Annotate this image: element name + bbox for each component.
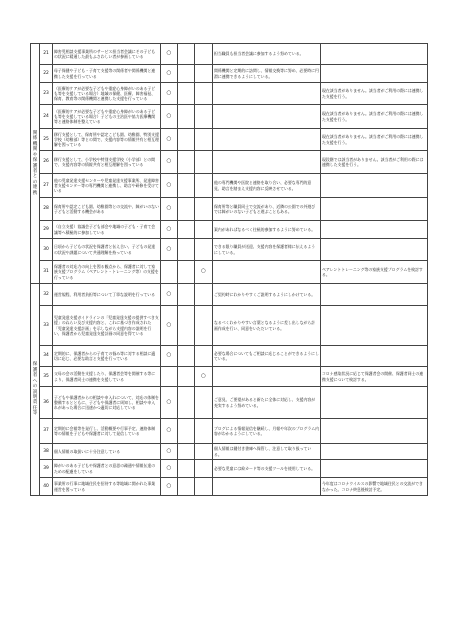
- unknown-mark: [195, 151, 213, 174]
- unknown-mark: [195, 65, 213, 83]
- item-text: 母子保健や子ども・子育て支援等の関係者や関係機関と連携した支援を行っている: [53, 65, 161, 83]
- unknown-mark: [195, 221, 213, 239]
- improvement-note: 他の専門機関や医院と連絡を取り合い、必要な専門的意見、助言を踏まえ支援内容に反映させている。: [213, 174, 321, 198]
- no-mark: [178, 198, 195, 221]
- item-number: 28: [40, 198, 53, 221]
- category-label: 保 護 者 へ の 説 明 責 任 等: [31, 284, 40, 496]
- no-mark: [178, 44, 195, 65]
- item-number: 31: [40, 261, 53, 284]
- item-number: 38: [40, 444, 53, 460]
- yes-mark: ○: [161, 444, 178, 460]
- yes-mark: ○: [161, 419, 178, 444]
- comment-note: [321, 221, 428, 239]
- item-text: 移行支援として、小学校や特別支援学校（小学部）との間で、支援内容等の情報共有と相互理解を図っている: [53, 151, 161, 174]
- no-mark: [178, 221, 195, 239]
- table-row: [31, 239, 428, 261]
- comment-note: [321, 346, 428, 367]
- table-row: [31, 387, 428, 419]
- improvement-note: [213, 105, 321, 129]
- unknown-mark: [195, 444, 213, 460]
- item-number: 36: [40, 387, 53, 419]
- yes-mark: ○: [161, 44, 178, 65]
- item-text: 保育所や認定こども園、幼稚園等との交流や、障がいのない子どもと活動する機会がある: [53, 198, 161, 221]
- unknown-mark: [195, 306, 213, 346]
- table-row: [31, 284, 428, 306]
- no-mark: [178, 65, 195, 83]
- no-mark: [178, 346, 195, 367]
- yes-mark: ○: [161, 239, 178, 261]
- unknown-mark: ○: [195, 261, 213, 284]
- no-mark: [178, 151, 195, 174]
- table-row: [31, 105, 428, 129]
- table-row: [31, 83, 428, 105]
- comment-note: [321, 387, 428, 419]
- yes-mark: ○: [161, 346, 178, 367]
- item-text: 個人情報の取扱いに十分注意している: [53, 444, 161, 460]
- yes-mark: ○: [161, 306, 178, 346]
- improvement-note: 関係機関と定期的に訪問し、情報交換等に努め、必要時に円滑に連携できるようにしている。: [213, 65, 321, 83]
- item-text: 日頃から子どもの状況を保護者と伝え合い、子どもの発達の状況や課題について共通理解を持っている: [53, 239, 161, 261]
- yes-mark: ○: [161, 198, 178, 221]
- table-row: [31, 367, 428, 387]
- table-row: [31, 174, 428, 198]
- comment-note: [321, 419, 428, 444]
- yes-mark: ○: [161, 478, 178, 496]
- improvement-note: [213, 261, 321, 284]
- improvement-note: 必要な児童には絵カード等の支援ツールを使用している。: [213, 460, 321, 478]
- evaluation-sheet: [30, 43, 427, 496]
- item-text: 事業所の行事に地域住民を招待する等地域に開かれた事業運営を図っている: [53, 478, 161, 496]
- improvement-note: 個人情報は鍵付き書庫へ保管し、注意して取り扱っている。: [213, 444, 321, 460]
- improvement-note: 案内があればなるべく往極的参加するように努めている。: [213, 221, 321, 239]
- comment-note: 現在該当者がありません。該当者がご利用の際には連携した支援を行う。: [321, 129, 428, 151]
- table-row: [31, 198, 428, 221]
- no-mark: [178, 261, 195, 284]
- comment-note: [321, 444, 428, 460]
- no-mark: [178, 460, 195, 478]
- comment-note: [321, 284, 428, 306]
- table-row: [31, 419, 428, 444]
- table-row: [31, 346, 428, 367]
- unknown-mark: [195, 284, 213, 306]
- item-number: 33: [40, 306, 53, 346]
- no-mark: [178, 83, 195, 105]
- unknown-mark: [195, 105, 213, 129]
- unknown-mark: [195, 478, 213, 496]
- table-row: [31, 261, 428, 284]
- comment-note: 現在該当者がありません。該当者がご利用の際には連携した支援を行う。: [321, 83, 428, 105]
- table-row: [31, 306, 428, 346]
- improvement-note: なるべくわかりやすい言葉となるように差し出しながら計画作成を行い、同意をいただいている。: [213, 306, 321, 346]
- item-number: 22: [40, 65, 53, 83]
- item-number: 29: [40, 221, 53, 239]
- item-text: 障害児相談支援事業所のサービス担当者会議にその子どもの状況に精通した最もふさわしい者が参画している: [53, 44, 161, 65]
- table-row: [31, 478, 428, 496]
- item-text: （医療的ケアが必要な子どもや重症心身障がいのある子ども等を支援している場合）子どもの主治医や協力医療機関等と連絡体制を整えている: [53, 105, 161, 129]
- no-mark: [178, 239, 195, 261]
- comment-note: コロナ感染状況に応じて保護者会の開催、保護者同士の連携支援について検討する。: [321, 367, 428, 387]
- comment-note: [321, 198, 428, 221]
- item-number: 24: [40, 105, 53, 129]
- unknown-mark: [195, 460, 213, 478]
- improvement-note: [213, 151, 321, 174]
- yes-mark: [161, 261, 178, 284]
- table-row: [31, 44, 428, 65]
- item-number: 39: [40, 460, 53, 478]
- no-mark: [178, 444, 195, 460]
- improvement-note: [213, 129, 321, 151]
- item-number: 21: [40, 44, 53, 65]
- yes-mark: ○: [161, 65, 178, 83]
- item-number: 26: [40, 151, 53, 174]
- yes-mark: ○: [161, 151, 178, 174]
- table-row: [31, 129, 428, 151]
- item-text: 障がいのある子どもや保護者との意思の疎通や情報伝達のための配慮をしている: [53, 460, 161, 478]
- comment-note: [321, 239, 428, 261]
- category-label: 関 係 機 関 や 保 護 者 と の 連 携: [31, 44, 40, 284]
- comment-note: ペアレントトレーニング等の家族支援プログラムを検討する。: [321, 261, 428, 284]
- unknown-mark: [195, 44, 213, 65]
- item-text: 定期的に、保護者からの子育ての悩み等に対する相談に適切に応じ、必要な助言と支援を行っている: [53, 346, 161, 367]
- item-number: 32: [40, 284, 53, 306]
- unknown-mark: [195, 419, 213, 444]
- unknown-mark: [195, 346, 213, 367]
- item-number: 25: [40, 129, 53, 151]
- comment-note: [321, 44, 428, 65]
- comment-note: 現段階では該当者がありません。該当者がご利用の際には連携した支援を行う。: [321, 151, 428, 174]
- item-text: （自立支援）協議会子ども部会や地域の子ども・子育て会議等へ積極的に参加している: [53, 221, 161, 239]
- comment-note: [321, 460, 428, 478]
- comment-note: [321, 306, 428, 346]
- no-mark: [178, 129, 195, 151]
- improvement-note: [213, 478, 321, 496]
- item-number: 30: [40, 239, 53, 261]
- table-row: [31, 460, 428, 478]
- item-text: 他の児童発達支援センターや児童発達支援事業所、発達障害者支援センター等の専門機関と連携し、助言や研修を受けている: [53, 174, 161, 198]
- unknown-mark: ○: [195, 367, 213, 387]
- improvement-note: 保育所等と職員同士で交流があり、近隣の公園での外遊びでは障がいのない子どもと遊ぶこともある。: [213, 198, 321, 221]
- no-mark: [178, 105, 195, 129]
- item-text: 児童発達支援ガイドラインの「児童発達支援の提供すべき支援」のねらい及び支援内容と、これに基づき作成された「児童発達支援計画」を示しながら支援内容の説明を行い、保護者から児童発達支援計画の同意を得ている: [53, 306, 161, 346]
- item-text: 保護者の対応力の向上を図る観点から、保護者に対して家族支援プログラム（ペアレント・トレーニング等）の支援を行っている: [53, 261, 161, 284]
- comment-note: [321, 174, 428, 198]
- evaluation-table: [30, 43, 428, 496]
- yes-mark: ○: [161, 284, 178, 306]
- item-text: （医療的ケアが必要な子どもや重症心身障がいのある子ども等を支援している場合）地域の保健、医療、障害福祉、保育、教育等の関係機関と連携した支援を行っている: [53, 83, 161, 105]
- table-row: [31, 221, 428, 239]
- unknown-mark: [195, 83, 213, 105]
- item-text: 子どもや保護者からの相談や申入れについて、対応の体制を整備するとともに、子どもや保護者に周知し、相談や申入れがあった場合に迅速かつ適切に対応している: [53, 387, 161, 419]
- yes-mark: ○: [161, 105, 178, 129]
- unknown-mark: [195, 198, 213, 221]
- improvement-note: [213, 83, 321, 105]
- table-row: [31, 444, 428, 460]
- no-mark: [178, 387, 195, 419]
- no-mark: [178, 419, 195, 444]
- improvement-note: ご意見、ご要望があると新たに全体に対応し、支援内容が充実するよう努めている。: [213, 387, 321, 419]
- item-number: 27: [40, 174, 53, 198]
- item-number: 40: [40, 478, 53, 496]
- no-mark: [178, 174, 195, 198]
- item-text: 移行支援として、保育所や認定こども園、幼稚園、特別支援学校（幼稚部）等との間で、支援内容等の情報共有と相互理解を図っている: [53, 129, 161, 151]
- item-number: 35: [40, 367, 53, 387]
- improvement-note: 担当職員も担当者会議に参加するよう努めている。: [213, 44, 321, 65]
- unknown-mark: [195, 129, 213, 151]
- improvement-note: ブログによる情報発信を継続し、月報や年次のプログラム内容がわかるようにしている。: [213, 419, 321, 444]
- improvement-note: [213, 367, 321, 387]
- item-text: 定期的に会報等を発行し、活動概要や行事予定、連絡体制等の情報を子どもや保護者に対して発信している: [53, 419, 161, 444]
- no-mark: [178, 306, 195, 346]
- item-text: 運営規程、利用者負担等について丁寧な説明を行っている: [53, 284, 161, 306]
- improvement-note: 必要な場合についてもご相談に応じることができるようにしている。: [213, 346, 321, 367]
- yes-mark: ○: [161, 387, 178, 419]
- no-mark: [178, 367, 195, 387]
- item-number: 34: [40, 346, 53, 367]
- item-text: 父母の会の活動を支援したり、保護者会等を開催する等により、保護者同士の連携を支援している: [53, 367, 161, 387]
- yes-mark: ○: [161, 174, 178, 198]
- item-number: 37: [40, 419, 53, 444]
- unknown-mark: [195, 387, 213, 419]
- yes-mark: ○: [161, 221, 178, 239]
- yes-mark: ○: [161, 129, 178, 151]
- comment-note: 現在該当者がありません。該当者がご利用の際には連携した支援を行う。: [321, 105, 428, 129]
- comment-note: 今年度はコロナウイルスの影響で地域住民との交流ができなかった。コロナ終息後検討予定。: [321, 478, 428, 496]
- yes-mark: [161, 367, 178, 387]
- unknown-mark: [195, 174, 213, 198]
- comment-note: [321, 65, 428, 83]
- yes-mark: ○: [161, 460, 178, 478]
- improvement-note: できる限り職員が送迎、支援内容を保護者様に伝えるようにしている。: [213, 239, 321, 261]
- table-row: [31, 65, 428, 83]
- no-mark: [178, 478, 195, 496]
- no-mark: [178, 284, 195, 306]
- table-row: [31, 151, 428, 174]
- unknown-mark: [195, 239, 213, 261]
- yes-mark: ○: [161, 83, 178, 105]
- item-number: 23: [40, 83, 53, 105]
- improvement-note: ご契約時にわかりやすくご説明するようにしかけている。: [213, 284, 321, 306]
